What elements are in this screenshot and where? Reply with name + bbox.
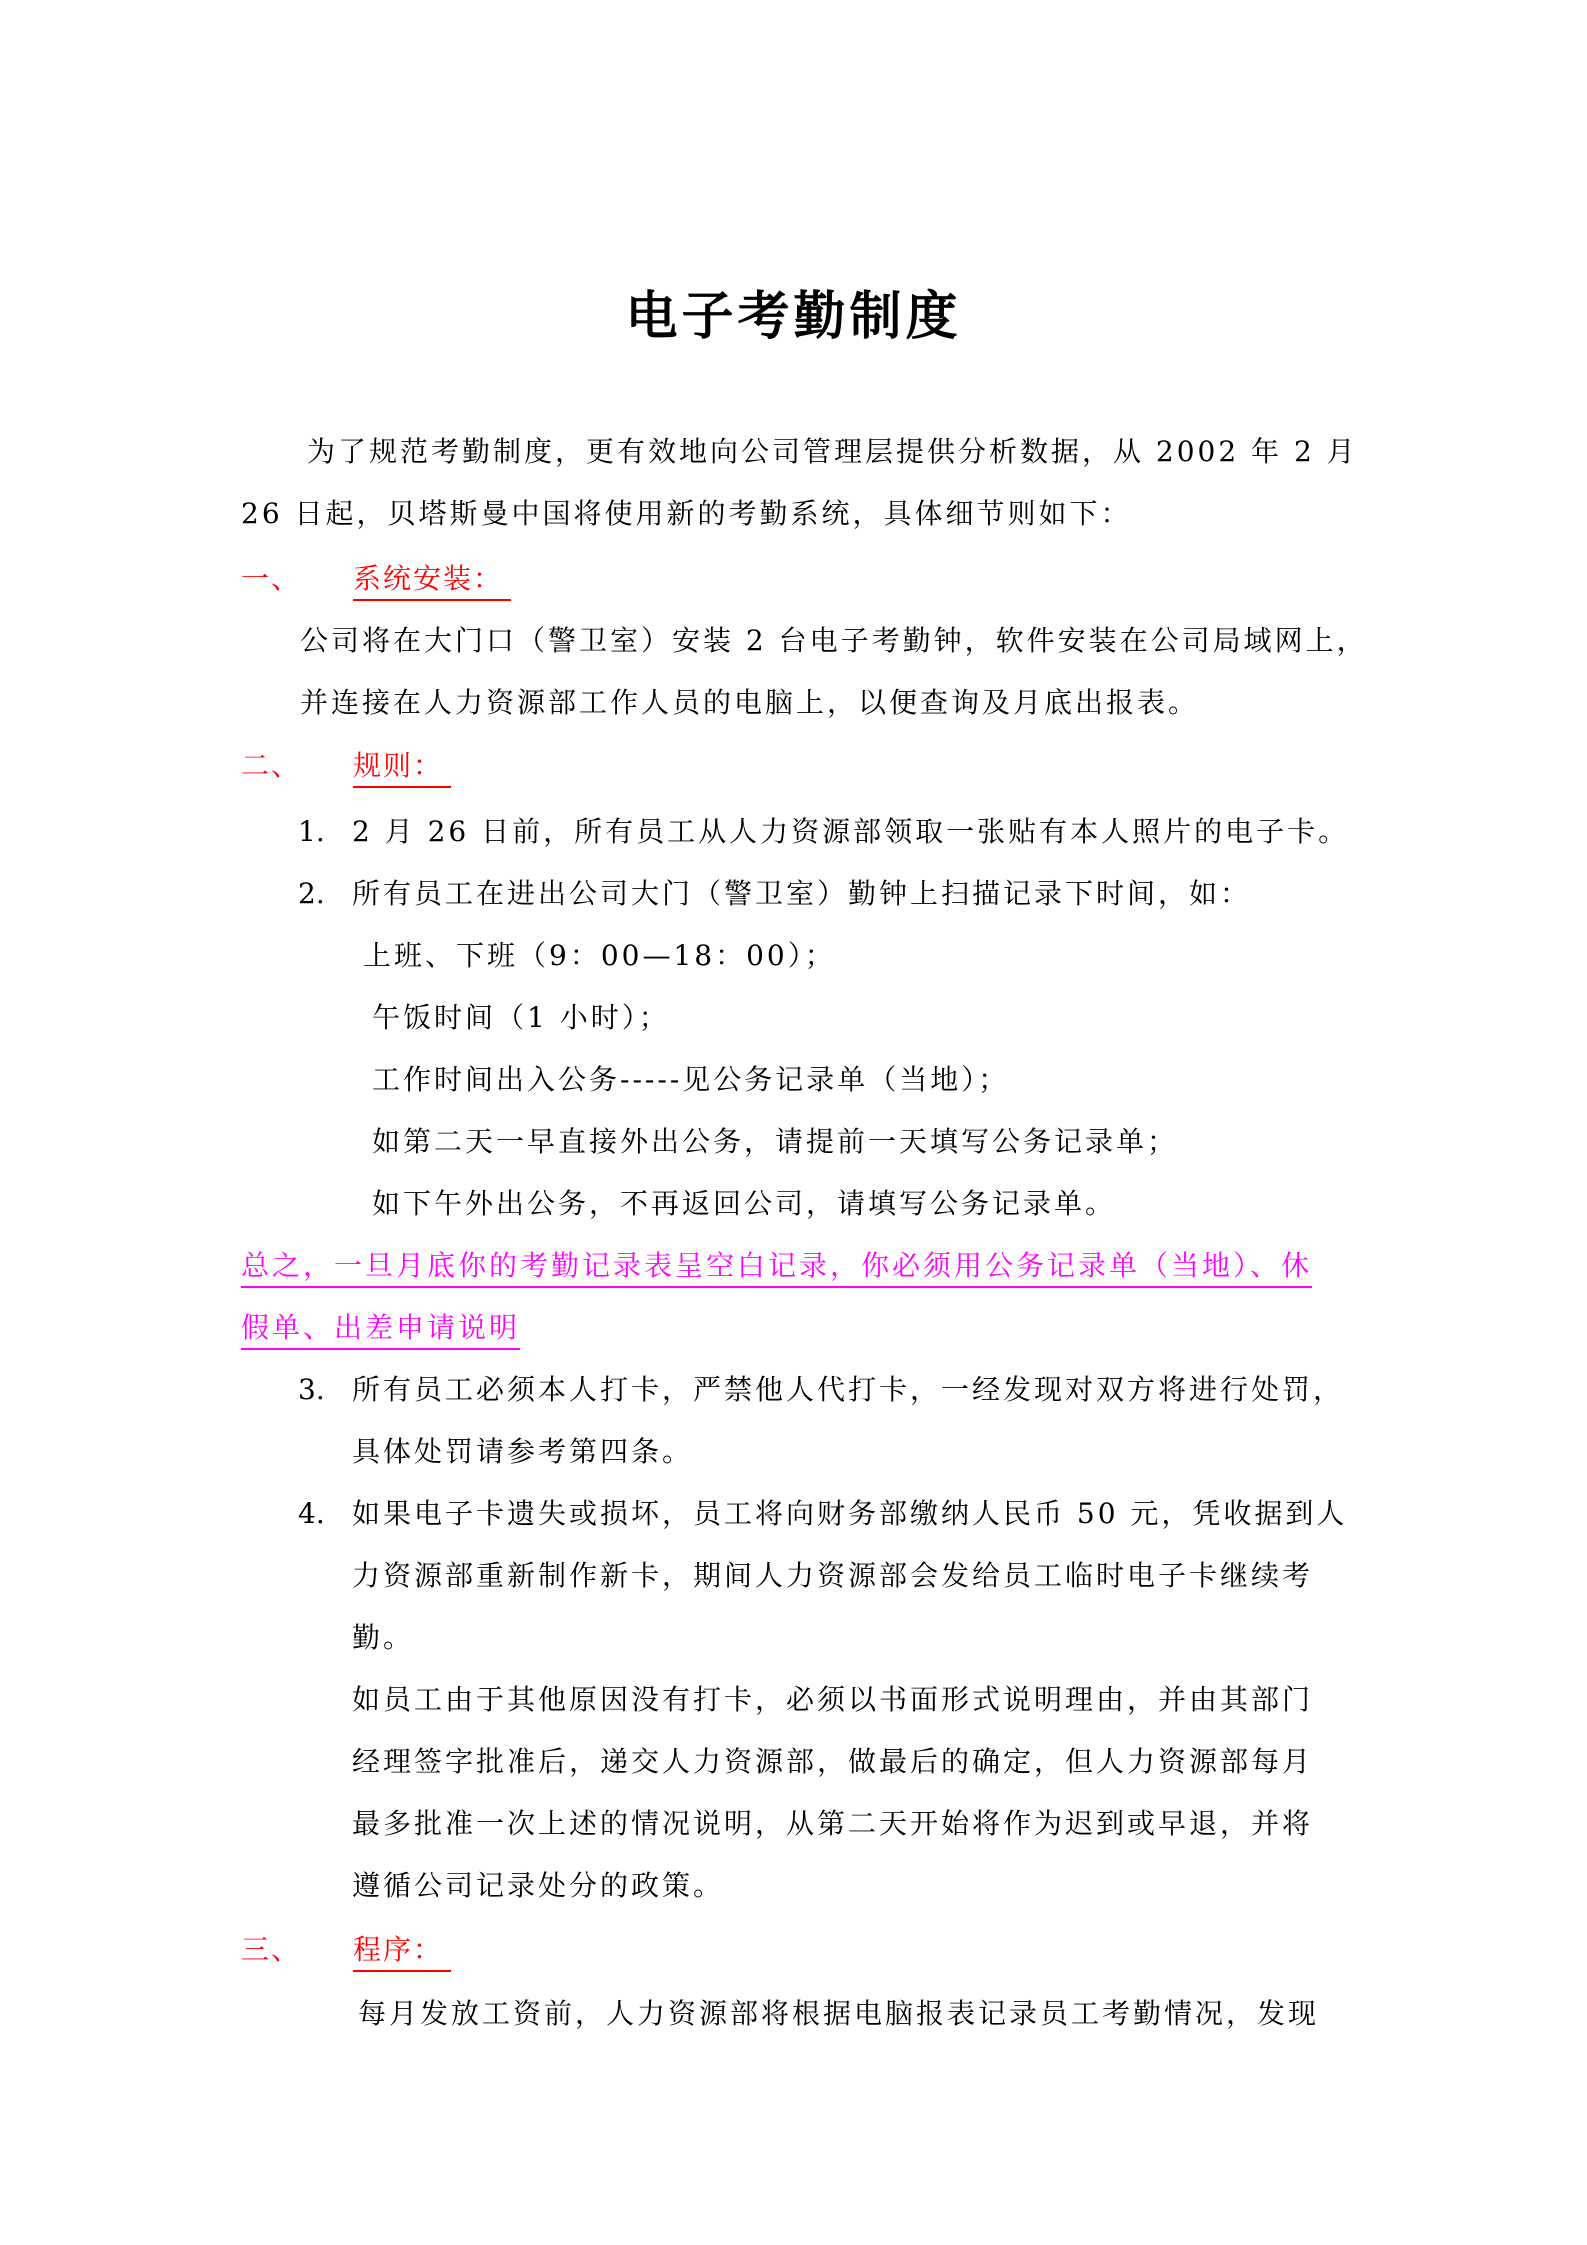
rule-4-extra-2: 经理签字批准后，递交人力资源部，做最后的确定，但人力资源部每月	[352, 1745, 1314, 1778]
note-line-1: 总之，一旦月底你的考勤记录表呈空白记录，你必须用公务记录单（当地）、休	[241, 1246, 1312, 1288]
section-2-number: 二、	[241, 749, 302, 782]
section-2-heading	[241, 746, 641, 790]
section-3-heading	[241, 1930, 641, 1974]
section-1-heading	[241, 559, 641, 603]
section-1-label: 系统安装：	[353, 559, 511, 601]
rule-3-line-2: 具体处罚请参考第四条。	[352, 1435, 694, 1468]
rule-2-sub-2: 午饭时间（1 小时）；	[372, 1001, 670, 1034]
rule-1-text: 2 月 26 日前，所有员工从人力资源部领取一张贴有本人照片的电子卡。	[352, 815, 1350, 848]
rule-2-sub-3: 工作时间出入公务-----见公务记录单（当地）；	[372, 1063, 1010, 1096]
rule-2-sub-4: 如第二天一早直接外出公务，请提前一天填写公务记录单；	[372, 1125, 1179, 1158]
rule-3-line-1: 所有员工必须本人打卡，严禁他人代打卡，一经发现对双方将进行处罚，	[352, 1373, 1345, 1406]
section-1-number: 一、	[241, 562, 302, 595]
intro-line-2: 26 日起，贝塔斯曼中国将使用新的考勤系统，具体细节则如下：	[241, 497, 1132, 530]
rule-4-extra-1: 如员工由于其他原因没有打卡，必须以书面形式说明理由，并由其部门	[352, 1683, 1314, 1716]
rule-4-line-2: 力资源部重新制作新卡，期间人力资源部会发给员工临时电子卡继续考	[352, 1559, 1314, 1592]
section-3-body-line-1: 每月发放工资前，人力资源部将根据电脑报表记录员工考勤情况，发现	[358, 1997, 1320, 2030]
rule-4-extra-4: 遵循公司记录处分的政策。	[352, 1869, 725, 1902]
section-1-body-line-2: 并连接在人力资源部工作人员的电脑上，以便查询及月底出报表。	[300, 686, 1200, 719]
rule-2-sub-1: 上班、下班（9：00—18：00）；	[363, 939, 836, 972]
section-3-label: 程序：	[353, 1930, 451, 1972]
document-title: 电子考勤制度	[625, 287, 962, 347]
note-line-2: 假单、出差申请说明	[241, 1308, 520, 1350]
rule-4-line-3: 勤。	[352, 1621, 415, 1654]
rule-1-number: 1.	[298, 815, 325, 848]
rule-3-number: 3.	[298, 1373, 325, 1406]
rule-2-number: 2.	[298, 877, 325, 910]
rule-4-extra-3: 最多批准一次上述的情况说明，从第二天开始将作为迟到或早退，并将	[352, 1807, 1314, 1840]
rule-2-text: 所有员工在进出公司大门（警卫室）勤钟上扫描记录下时间，如：	[352, 877, 1252, 910]
section-1-body-line-1: 公司将在大门口（警卫室）安装 2 台电子考勤钟，软件安装在公司局域网上，	[300, 624, 1368, 657]
rule-2-sub-5: 如下午外出公务，不再返回公司，请填写公务记录单。	[372, 1187, 1117, 1220]
rule-4-number: 4.	[298, 1497, 325, 1530]
intro-line-1: 为了规范考勤制度，更有效地向公司管理层提供分析数据，从 2002 年 2 月	[307, 435, 1358, 468]
section-2-label: 规则：	[353, 746, 451, 788]
rule-4-line-1: 如果电子卡遗失或损坏，员工将向财务部缴纳人民币 50 元，凭收据到人	[352, 1497, 1348, 1530]
section-3-number: 三、	[241, 1933, 302, 1966]
